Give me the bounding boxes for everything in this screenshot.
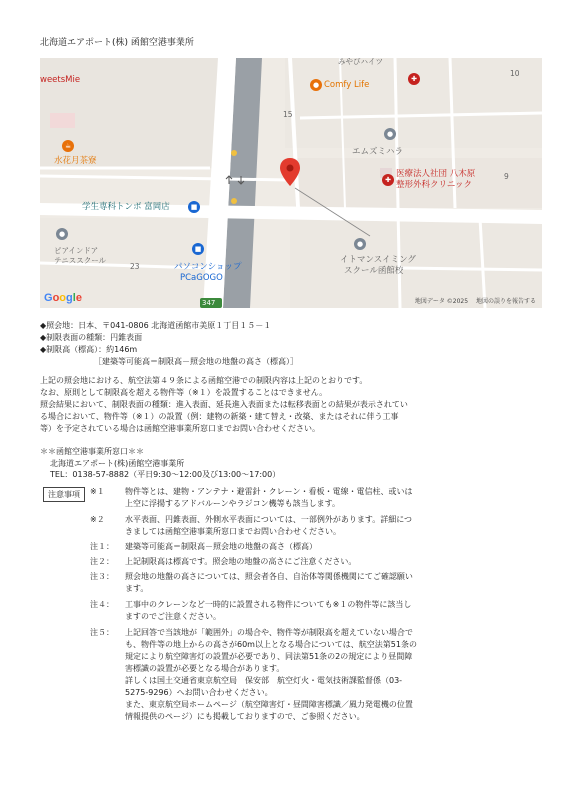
note-line: 規定により航空障害灯の設置が必要であり、同法第51条の2の規定により昼間障 xyxy=(125,652,413,661)
google-logo-letter: G xyxy=(44,292,53,304)
hospital-icon: ✚ xyxy=(382,174,394,186)
contact-heading: ＊＊函館空港事業所窓口＊＊ xyxy=(40,447,144,456)
label-mizuka[interactable]: 水花月茶寮 xyxy=(54,156,97,166)
google-logo-letter: o xyxy=(52,292,60,304)
label-pc2[interactable]: PCaGOGO xyxy=(180,273,223,283)
contact-block xyxy=(40,446,280,481)
address: ◆照会地：日本、〒041-0806 北海道函館市美原１丁目１５－１ xyxy=(40,321,272,330)
note-label: 注４： xyxy=(90,600,114,609)
note-label: ※１ xyxy=(90,487,105,496)
map-copyright: 地図データ ©2025 xyxy=(414,298,469,305)
label-num9: 9 xyxy=(504,172,509,181)
note-line: ますのでご注意ください。 xyxy=(125,612,221,621)
label-pc1[interactable]: パソコンショップ xyxy=(174,262,242,272)
explanation-line: る場合において、物件等（※１）の設置（例：建物の新築・建て替え・改築、またはそれに伴う工事 xyxy=(40,412,399,421)
note-line: また、東京航空局ホームページ（航空障害灯・昼間障害標識／風力発電機の位置 xyxy=(125,700,413,709)
label-comfy[interactable]: Comfy Life xyxy=(324,80,370,90)
label-num15: 15 xyxy=(283,110,293,119)
height-limit: ◆制限高（標高）：約146m xyxy=(40,345,138,354)
label-sweets[interactable]: weetsMie xyxy=(40,75,81,85)
note-line: 水平表面、円錐表面、外側水平表面については、一部例外があります。詳細につ xyxy=(125,515,413,524)
label-clinic1[interactable]: 医療法人社団 八木原 xyxy=(396,169,476,179)
note-line: 建築等可能高＝制限高－照会地の地盤の高さ（標高） xyxy=(125,542,317,551)
note-line: 5275-9296）へお問い合わせください。 xyxy=(125,688,273,697)
note-line: 工事中のクレーンなど一時的に設置される物件についても※１の物件等に該当し xyxy=(125,600,412,609)
note-label: 注１： xyxy=(90,542,114,551)
label-emuzu[interactable]: エムズミハラ xyxy=(352,147,404,157)
note-line: 物件等とは、建物・アンテナ・避雷針・クレーン・看板・電線・電信柱、或いは xyxy=(125,487,413,496)
note-label: 注３： xyxy=(90,572,114,581)
note-line: も、物件等の地上からの高さが60m以上となる場合については、航空法第51条の xyxy=(125,640,417,649)
formula: ［建築等可能高＝制限高－照会地の地盤の高さ（標高）］ xyxy=(94,357,298,366)
pc-shop-icon: ■ xyxy=(192,243,204,255)
label-pyramid2[interactable]: テニススクール xyxy=(54,256,107,265)
note-label: 注２： xyxy=(90,557,114,566)
label-pyramid1[interactable]: ピアインドア xyxy=(54,246,99,255)
note-line: 害標識の設置が必要となる場合があります。 xyxy=(125,664,285,673)
note-line: ます。 xyxy=(125,584,149,593)
google-logo-letter: l xyxy=(72,292,76,304)
map-footer xyxy=(409,296,536,305)
explanation-line: 照会結果において、制限表面の種類：進入表面、延長進入表面または転移表面との結果が表示されてい xyxy=(40,400,408,409)
note-line: 上空に浮揚するアドバルーンやラジコン機等も該当します。 xyxy=(125,499,341,508)
explanation-line: 等）を予定されている場合は函館空港事業所窓口までお問い合わせください。 xyxy=(40,424,320,433)
note-line: きましては函館空港事業所窓口までお問い合わせください。 xyxy=(125,527,341,536)
google-logo xyxy=(44,292,82,304)
map[interactable] xyxy=(40,58,542,308)
page-header: 北海道エアポート(株) 函館空港事業所 xyxy=(40,38,194,48)
label-num10: 10 xyxy=(510,69,520,78)
note-line: 情報提供のページ）にも掲載しておりますので、ご参照ください。 xyxy=(125,712,365,721)
note-line: 照会地の地盤の高さについては、照会者各自、自治体等関係機関にてご確認願い xyxy=(125,572,413,581)
tennis-icon: ● xyxy=(56,228,68,240)
store-icon: ● xyxy=(310,79,322,91)
explanation-line: なお、原則として制限高を超える物件等（※１）を設置することはできません。 xyxy=(40,388,328,397)
note-label: 注５： xyxy=(90,628,114,637)
google-logo-letter: o xyxy=(59,292,67,304)
explanation-line: 上記の照会地における、航空法第４９条による函館空港での制限内容は上記のとおりです。 xyxy=(40,376,368,385)
label-clinic2[interactable]: 整形外科クリニック xyxy=(396,180,472,190)
contact-tel: TEL：0138-57-8882（平日9:30～12:00及び13:00～17:00） xyxy=(50,470,281,479)
google-logo-letter: g xyxy=(66,292,73,304)
place-icon: ● xyxy=(384,128,396,140)
notes-label: 注意事項 xyxy=(43,487,85,502)
label-itoman1[interactable]: イトマンスイミング xyxy=(340,255,416,265)
route-347: 347 xyxy=(202,299,216,307)
cafe-icon: ☕ xyxy=(62,140,74,152)
explanation xyxy=(40,375,540,435)
shop-icon: ■ xyxy=(188,201,200,213)
label-gakusei[interactable]: 学生専科トンボ 富岡店 xyxy=(82,202,170,212)
note-line: 上記回答で当該地が「範囲外」の場合や、物件等が制限高を超えていない場合で xyxy=(125,628,413,637)
contact-company: 北海道エアポート(株)函館空港事業所 xyxy=(50,458,185,468)
school-icon: ● xyxy=(354,238,366,250)
label-num23: 23 xyxy=(130,262,140,271)
label-itoman2[interactable]: スクール函館校 xyxy=(344,266,404,276)
label-miyabi[interactable]: みやびハイツ xyxy=(338,58,383,66)
clinic-small-icon: ✚ xyxy=(408,73,420,85)
note-label: ※２ xyxy=(90,515,105,524)
report-map-error-link[interactable]: 地図の誤りを報告する xyxy=(475,298,536,305)
note-line: 詳しくは国土交通省東京航空局 保安部 航空灯火・電気技術課監督係（03- xyxy=(125,676,403,685)
surface-type: ◆制限表面の種類：円錐表面 xyxy=(40,333,143,342)
inquiry-result xyxy=(40,320,298,368)
google-logo-letter: e xyxy=(75,292,82,304)
note-line: 上記制限高は標高です。照会地の地盤の高さにご注意ください。 xyxy=(125,557,357,566)
